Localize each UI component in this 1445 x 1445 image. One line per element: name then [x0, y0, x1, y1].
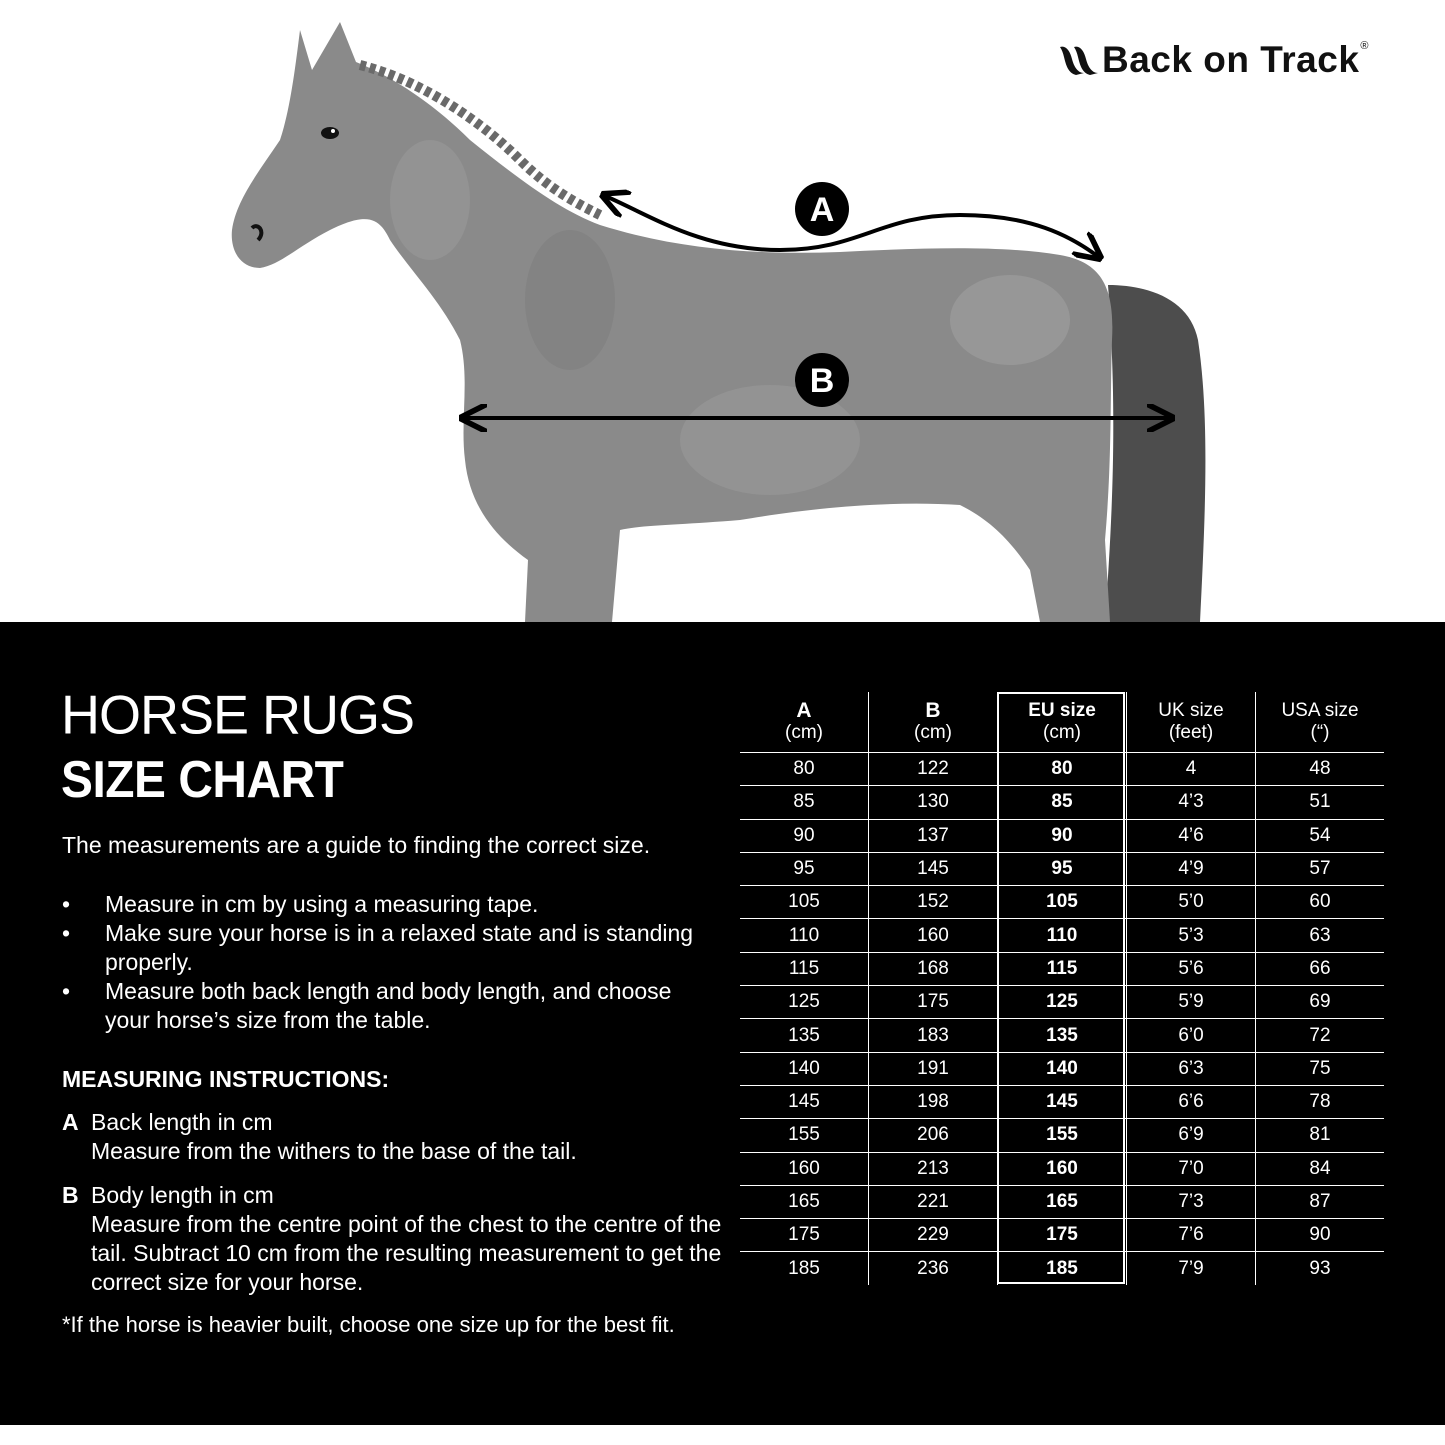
- cell-eu: 145: [998, 1085, 1127, 1118]
- cell-usa: 48: [1256, 753, 1385, 786]
- cell-a: 165: [740, 1185, 869, 1218]
- instruction-b: [62, 1181, 722, 1297]
- cell-usa: 69: [1256, 986, 1385, 1019]
- cell-eu: 90: [998, 819, 1127, 852]
- cell-b: 160: [869, 919, 998, 952]
- cell-uk: 7’6: [1127, 1219, 1256, 1252]
- instruction-name: Body length: [91, 1182, 213, 1208]
- cell-uk: 4’6: [1127, 819, 1256, 852]
- cell-usa: 90: [1256, 1219, 1385, 1252]
- cell-eu: 105: [998, 886, 1127, 919]
- cell-uk: 6’9: [1127, 1119, 1256, 1152]
- diagram-area: [0, 0, 1445, 622]
- brand-mark-icon: [1058, 43, 1102, 77]
- cell-eu: 155: [998, 1119, 1127, 1152]
- instruction-letter: A: [62, 1109, 79, 1135]
- col-header-a: A (cm): [740, 692, 869, 753]
- cell-a: 125: [740, 986, 869, 1019]
- cell-usa: 84: [1256, 1152, 1385, 1185]
- cell-b: 130: [869, 786, 998, 819]
- cell-eu: 185: [998, 1252, 1127, 1285]
- cell-a: 105: [740, 886, 869, 919]
- cell-b: 122: [869, 753, 998, 786]
- cell-eu: 160: [998, 1152, 1127, 1185]
- brand-name: Back on Track: [1102, 39, 1360, 80]
- cell-a: 85: [740, 786, 869, 819]
- label-b: B: [809, 362, 835, 400]
- cell-usa: 63: [1256, 919, 1385, 952]
- cell-a: 80: [740, 753, 869, 786]
- cell-usa: 87: [1256, 1185, 1385, 1218]
- cell-b: 221: [869, 1185, 998, 1218]
- cell-a: 175: [740, 1219, 869, 1252]
- cell-usa: 75: [1256, 1052, 1385, 1085]
- cell-uk: 4: [1127, 753, 1256, 786]
- cell-b: 213: [869, 1152, 998, 1185]
- cell-b: 152: [869, 886, 998, 919]
- tips-list: [62, 890, 702, 1035]
- horse-illustration: [0, 0, 1445, 622]
- cell-b: 198: [869, 1085, 998, 1118]
- col-header-eu: EU size (cm): [998, 692, 1127, 753]
- cell-b: 175: [869, 986, 998, 1019]
- cell-eu: 80: [998, 753, 1127, 786]
- cell-eu: 175: [998, 1219, 1127, 1252]
- instruction-desc: Measure from the centre point of the chest to the centre of the tail. Subtract 10 cm from the resulting measurement to get the correct size for your horse.: [91, 1211, 722, 1295]
- instruction-desc: Measure from the withers to the base of the tail.: [91, 1138, 577, 1164]
- cell-usa: 57: [1256, 852, 1385, 885]
- cell-uk: 5’0: [1127, 886, 1256, 919]
- cell-usa: 78: [1256, 1085, 1385, 1118]
- cell-a: 135: [740, 1019, 869, 1052]
- horse-tail: [1105, 285, 1205, 622]
- cell-uk: 6’3: [1127, 1052, 1256, 1085]
- cell-eu: 140: [998, 1052, 1127, 1085]
- cell-b: 236: [869, 1252, 998, 1285]
- label-a: A: [809, 191, 835, 229]
- instructions-heading: MEASURING INSTRUCTIONS:: [62, 1066, 390, 1092]
- cell-uk: 5’9: [1127, 986, 1256, 1019]
- col-header-uk: UK size (feet): [1127, 692, 1256, 753]
- cell-uk: 6’0: [1127, 1019, 1256, 1052]
- instruction-letter: B: [62, 1182, 79, 1208]
- cell-usa: 51: [1256, 786, 1385, 819]
- cell-uk: 5’6: [1127, 952, 1256, 985]
- list-item: • Make sure your horse is in a relaxed state and is standing properly.: [62, 919, 702, 977]
- instruction-name: Back length: [91, 1109, 212, 1135]
- cell-eu: 125: [998, 986, 1127, 1019]
- cell-eu: 85: [998, 786, 1127, 819]
- instruction-unit: in cm: [211, 1109, 273, 1135]
- page-title: HORSE RUGS: [61, 684, 415, 746]
- cell-uk: 4’9: [1127, 852, 1256, 885]
- cell-b: 206: [869, 1119, 998, 1152]
- page-subtitle: SIZE CHART: [61, 751, 344, 809]
- cell-b: 137: [869, 819, 998, 852]
- cell-a: 185: [740, 1252, 869, 1285]
- cell-b: 183: [869, 1019, 998, 1052]
- cell-a: 145: [740, 1085, 869, 1118]
- cell-usa: 54: [1256, 819, 1385, 852]
- cell-uk: 7’3: [1127, 1185, 1256, 1218]
- cell-b: 229: [869, 1219, 998, 1252]
- cell-uk: 5’3: [1127, 919, 1256, 952]
- cell-b: 145: [869, 852, 998, 885]
- cell-a: 110: [740, 919, 869, 952]
- cell-uk: 6’6: [1127, 1085, 1256, 1118]
- list-item: • Measure in cm by using a measuring tape.: [62, 890, 702, 919]
- col-header-b: B (cm): [869, 692, 998, 753]
- cell-usa: 81: [1256, 1119, 1385, 1152]
- footnote: *If the horse is heavier built, choose one size up for the best fit.: [62, 1312, 675, 1337]
- cell-eu: 95: [998, 852, 1127, 885]
- cell-uk: 7’9: [1127, 1252, 1256, 1285]
- cell-b: 168: [869, 952, 998, 985]
- brand-registered: ®: [1360, 40, 1369, 52]
- eu-column-highlight: [997, 692, 1125, 1284]
- cell-usa: 93: [1309, 1257, 1331, 1279]
- cell-a: 95: [740, 852, 869, 885]
- cell-a: 90: [740, 819, 869, 852]
- cell-usa: 66: [1256, 952, 1385, 985]
- cell-a: 140: [740, 1052, 869, 1085]
- cell-eu: 110: [998, 919, 1127, 952]
- brand-logo: [1058, 38, 1369, 82]
- cell-eu: 115: [998, 952, 1127, 985]
- cell-a: 115: [740, 952, 869, 985]
- instruction-a: [62, 1108, 722, 1166]
- cell-uk: 4’3: [1127, 786, 1256, 819]
- cell-usa: 60: [1256, 886, 1385, 919]
- cell-b: 191: [869, 1052, 998, 1085]
- instruction-unit: in cm: [212, 1182, 274, 1208]
- cell-uk: 7’0: [1127, 1152, 1256, 1185]
- size-chart-panel: [0, 622, 1445, 1425]
- cell-a: 160: [740, 1152, 869, 1185]
- cell-a: 155: [740, 1119, 869, 1152]
- cell-eu: 165: [998, 1185, 1127, 1218]
- list-item: • Measure both back length and body length, and choose your horse’s size from the table.: [62, 977, 702, 1035]
- intro-text: The measurements are a guide to finding the correct size.: [62, 832, 651, 858]
- cell-eu: 135: [998, 1019, 1127, 1052]
- col-header-usa: USA size (“): [1256, 692, 1385, 753]
- cell-usa: 72: [1256, 1019, 1385, 1052]
